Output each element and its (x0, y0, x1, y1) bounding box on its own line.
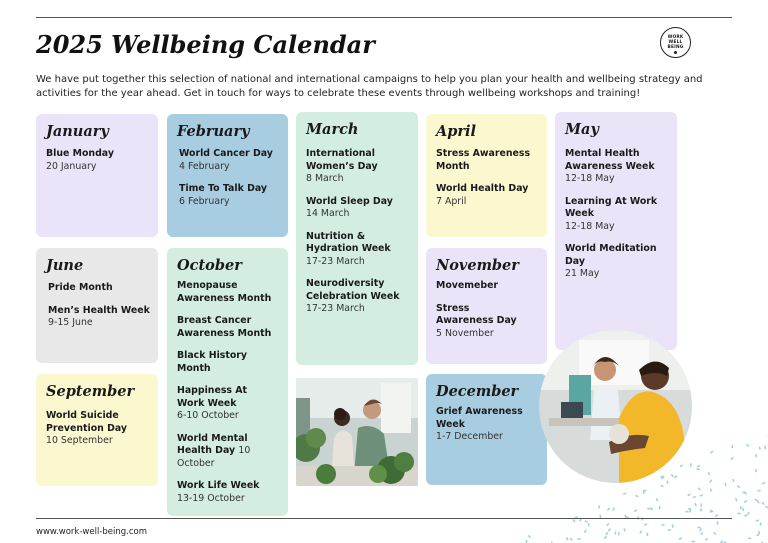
decorative-dash (607, 507, 611, 511)
decorative-dash (598, 505, 600, 509)
decorative-dash (735, 498, 738, 502)
decorative-dash (685, 511, 689, 513)
decorative-dash (713, 532, 717, 536)
decorative-dash (705, 538, 709, 541)
event (177, 385, 280, 423)
decorative-dash (744, 514, 748, 516)
month-card-october (167, 248, 288, 516)
event-date: 14 March (306, 208, 350, 219)
event-date: 17-23 March (306, 303, 365, 314)
decorative-dash (661, 524, 665, 526)
event (565, 148, 669, 186)
event-name (177, 433, 280, 471)
decorative-dash (635, 495, 639, 498)
decorative-dash (644, 523, 648, 526)
decorative-dash (700, 508, 703, 512)
decorative-dash (744, 500, 748, 503)
decorative-dash (690, 463, 692, 467)
decorative-dash (699, 494, 703, 497)
decorative-dash (715, 514, 719, 517)
month-card-september (36, 374, 158, 486)
event-name-text: World Mental Health Day (177, 432, 248, 456)
month-title: January (46, 123, 109, 140)
logo-line: BEING (667, 45, 684, 50)
event (46, 305, 150, 330)
month-card-february (167, 114, 288, 237)
decorative-dash (674, 475, 678, 479)
intro-text: We have put together this selection of national and international campaigns to help you plan your health and wellbeing strategy and activities for the year ahead. Get in touch for ways to celebrate these events through wellbeing workshops and training! (36, 74, 703, 99)
month-title: October (177, 257, 242, 274)
month-card-may (555, 112, 677, 350)
decorative-dash (759, 446, 761, 450)
decorative-dash (700, 503, 702, 507)
decorative-dash (707, 472, 710, 476)
decorative-dash (746, 444, 750, 447)
event-date: 12-18 May (565, 173, 615, 184)
decorative-dash (742, 508, 744, 512)
page-title: 2025 Wellbeing Calendar (36, 30, 375, 59)
decorative-dash (764, 446, 766, 450)
decorative-dash (614, 531, 616, 535)
decorative-dash (584, 520, 588, 523)
event-name: International Women’s Day (306, 148, 378, 172)
event-name: Pride Month (48, 282, 113, 293)
event-date: 12-18 May (565, 220, 615, 232)
event (46, 410, 150, 448)
event-name: World Meditation Day (565, 243, 657, 267)
logo-line: WORK (667, 35, 684, 40)
footer-website[interactable]: www.work-well-being.com (36, 527, 148, 537)
event (306, 196, 410, 221)
event-name: Grief Awareness Week (436, 406, 523, 430)
month-card-june (36, 248, 158, 363)
event-name: Stress Awareness Month (436, 148, 531, 172)
decorative-dash (623, 492, 627, 495)
decorative-dash (710, 488, 712, 492)
event-date: 4 February (179, 160, 230, 172)
event (565, 196, 669, 234)
photo-colleagues-plants (296, 378, 418, 486)
decorative-dash (634, 509, 638, 512)
event (46, 148, 150, 173)
event-name: World Suicide Prevention Day (46, 410, 128, 434)
event-name: World Sleep Day (306, 195, 393, 207)
photo-illustration (296, 378, 418, 486)
event-name: Happiness At Work Week (177, 385, 248, 409)
decorative-dash (697, 487, 701, 491)
event (436, 280, 539, 293)
event-date: 21 May (565, 268, 600, 279)
decorative-dash (687, 493, 691, 496)
decorative-dash (666, 481, 668, 485)
event-name: Work Life Week (177, 480, 260, 491)
decorative-dash (748, 538, 752, 540)
decorative-dash (668, 529, 672, 531)
decorative-dash (606, 523, 610, 527)
decorative-dash (678, 537, 682, 540)
decorative-dash (672, 524, 674, 528)
event-name: World Cancer Day (179, 148, 273, 159)
logo-dot (674, 51, 677, 54)
decorative-dash (588, 523, 590, 527)
decorative-dot-pattern (508, 433, 768, 543)
event-name: Learning At Work Week (565, 195, 658, 219)
event (436, 183, 539, 208)
event (306, 148, 410, 186)
event-date: 7 April (436, 195, 467, 207)
decorative-dash (755, 519, 759, 521)
event-date: 1-7 December (436, 431, 503, 442)
event (177, 433, 280, 471)
decorative-dash (697, 465, 701, 468)
event-date: 6 February (179, 195, 230, 207)
event-name: Menopause Awareness Month (177, 280, 272, 304)
decorative-dash (655, 498, 658, 502)
event-name: Blue Monday (46, 148, 114, 159)
decorative-dash (697, 527, 701, 529)
event-date: 6-10 October (177, 410, 239, 421)
month-card-january (36, 114, 158, 237)
event (306, 231, 410, 269)
decorative-dash (762, 482, 766, 485)
event (177, 480, 280, 505)
decorative-dash (755, 469, 757, 473)
event-name: World Health Day (436, 183, 529, 194)
decorative-dash (754, 499, 758, 502)
decorative-dash (659, 506, 661, 510)
event-date: 5 November (436, 327, 494, 339)
decorative-dash (647, 507, 651, 510)
event (436, 303, 539, 341)
event-date: 8 March (306, 173, 344, 184)
event-name: Time To Talk Day (179, 183, 268, 194)
event (177, 280, 280, 305)
decorative-dash (584, 529, 587, 533)
decorative-dash (761, 502, 765, 506)
decorative-dash (740, 506, 742, 510)
event (177, 350, 280, 375)
decorative-dash (755, 454, 757, 458)
event-date: 13-19 October (177, 492, 245, 504)
event-date: 10 October (177, 445, 251, 469)
event-name: Men’s Health Week (48, 304, 150, 316)
decorative-dash (730, 457, 734, 460)
event (177, 315, 280, 340)
decorative-dash (700, 532, 703, 536)
decorative-dash (577, 538, 581, 540)
month-title: June (46, 257, 84, 274)
decorative-dash (618, 532, 620, 536)
event-name: Stress Awareness Day (436, 302, 517, 326)
decorative-dash (732, 445, 734, 449)
month-title: December (436, 383, 519, 400)
month-title: April (436, 123, 477, 140)
decorative-dash (724, 483, 726, 487)
event-date: 9-15 June (48, 317, 93, 328)
decorative-dash (608, 528, 611, 532)
decorative-dash (639, 530, 642, 534)
decorative-dash (660, 485, 664, 488)
decorative-dash (709, 479, 712, 483)
event-name: Nutrition & Hydration Week (306, 230, 391, 254)
event (46, 282, 150, 295)
top-rule (36, 17, 732, 18)
decorative-dash (692, 541, 696, 543)
event (177, 148, 280, 173)
event-name: Black History Month (177, 350, 248, 374)
decorative-dash (694, 503, 697, 507)
month-card-march (296, 112, 418, 365)
decorative-dash (623, 528, 625, 532)
decorative-dash (528, 535, 532, 539)
decorative-dash (759, 522, 762, 526)
event (306, 278, 410, 316)
decorative-dash (696, 468, 700, 470)
event-name: Neurodiversity Celebration Week (306, 278, 400, 302)
decorative-dash (566, 537, 569, 541)
decorative-dash (732, 479, 735, 483)
event (565, 243, 669, 281)
decorative-dash (605, 532, 608, 536)
decorative-dash (643, 490, 647, 492)
month-title: February (177, 123, 250, 140)
decorative-dash (757, 490, 761, 492)
month-card-april (426, 114, 547, 237)
logo-line: WELL (668, 40, 683, 45)
month-title: November (436, 257, 519, 274)
decorative-dash (604, 536, 608, 539)
event-date: 10 September (46, 435, 113, 446)
event-date: 17-23 March (306, 255, 365, 267)
decorative-dash (737, 485, 741, 489)
event-name: Movemeber (436, 280, 499, 291)
decorative-dash (710, 450, 714, 453)
month-card-november (426, 248, 547, 364)
decorative-dash (647, 533, 649, 537)
event (177, 183, 280, 208)
month-title: September (46, 383, 135, 400)
event-name: Breast Cancer Awareness Month (177, 315, 272, 339)
decorative-dash (717, 521, 719, 525)
decorative-dash (572, 519, 576, 523)
month-title: March (306, 121, 359, 138)
decorative-dash (679, 464, 683, 467)
decorative-dash (758, 531, 761, 535)
decorative-dash (747, 511, 750, 515)
bottom-rule (36, 518, 732, 519)
month-title: May (565, 121, 599, 138)
event-name: Mental Health Awareness Week (565, 148, 655, 172)
event (436, 148, 539, 173)
decorative-dash (569, 537, 573, 541)
decorative-dash (693, 496, 697, 498)
decorative-dash (699, 528, 702, 532)
decorative-dash (671, 474, 674, 478)
work-well-being-logo[interactable] (660, 27, 691, 58)
decorative-dash (737, 512, 741, 514)
event-date: 20 January (46, 160, 97, 172)
decorative-dash (612, 507, 615, 511)
